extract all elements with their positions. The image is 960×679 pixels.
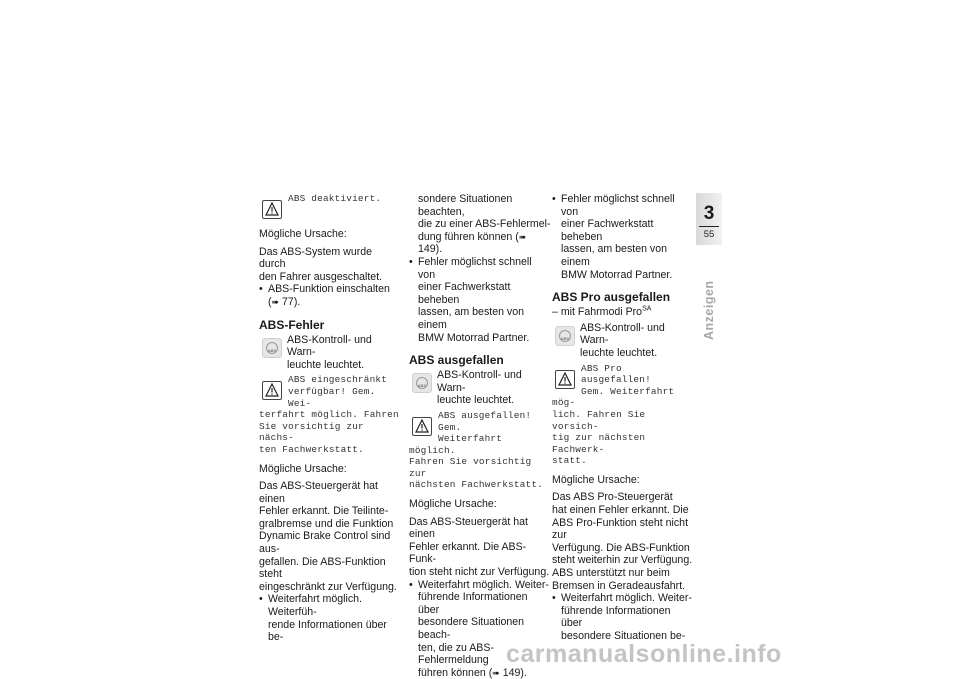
lamp-row: ABS ABS-Kontroll- und Warn- leuchte leuchtet.: [409, 369, 551, 407]
column-1: ABS deaktiviert. Mögliche Ursache: Das ABS-System wurde durch den Fahrer ausgeschaltet. • ABS-Funktion einschalten (➠ 77). ABS-Fehler ABS ABS-Kontroll- und Warn- leuchte leuchtet. ABS eingeschränkt verfügbar! Gem. Wei- terfahrt möglich. Fahren Sie vorsichtig zur nächs- ten Fachwerkstatt. Mögliche Ursache: Das ABS-Steuergerät hat einen Fehler erkannt. Die Teilinte- gralbremse und die Funktion Dynamic Brake Control sind aus- gefallen. Die ABS-Funktion steht eingeschränkt zur Verfügung. • Weiterfahrt möglich. Weiterfüh- rende Informationen über be-: [259, 193, 401, 644]
chapter-divider: [699, 226, 719, 227]
display-message: ABS deaktiviert.: [288, 193, 382, 204]
cause-text-line: Das ABS-System wurde durch: [259, 245, 373, 271]
page-reference-arrow-icon: ➠: [492, 667, 500, 678]
abs-warning-lamp-icon: ABS: [412, 373, 432, 393]
watermark: carmanualsonline.info: [506, 640, 782, 668]
heading-abs-pro-ausgefallen: ABS Pro ausgefallen: [552, 290, 671, 305]
warning-triangle-icon: [555, 370, 575, 389]
bullet-item: • ABS-Funktion einschalten: [259, 283, 401, 296]
cause-label: Mögliche Ursache:: [409, 498, 497, 511]
bullet-item: • Fehler möglichst schnell von: [409, 256, 551, 281]
lamp-row: ABS ABS-Kontroll- und Warn- leuchte leuchtet.: [552, 322, 694, 360]
page-reference-arrow-icon: ➠: [518, 231, 527, 242]
page-number: 55: [703, 229, 715, 240]
bullet-continuation: (➠ 77).: [268, 295, 301, 308]
warning-triangle-icon: [262, 381, 282, 400]
page-reference-arrow-icon: ➠: [271, 296, 280, 307]
section-label: Anzeigen: [702, 280, 716, 340]
abs-warning-lamp-icon: ABS: [555, 326, 575, 346]
bullet-item: • Weiterfahrt möglich. Weiter-: [409, 579, 551, 592]
heading-abs-fehler: ABS-Fehler: [259, 317, 325, 332]
warning-triangle-icon: [412, 417, 432, 436]
bullet-item: • Fehler möglichst schnell von: [552, 193, 694, 218]
chapter-number: 3: [703, 203, 715, 224]
abs-warning-lamp-icon: ABS: [262, 338, 282, 358]
column-3: • Fehler möglichst schnell von einer Fachwerkstatt beheben lassen, am besten von einem BMW Motorrad Partner. ABS Pro ausgefallen – mit Fahrmodi Pro$^{SA}$ ABS ABS-Kontroll- und Warn- leuchte leuchtet. ABS Pro ausgefallen! Gem. Weiterfahrt mög- lich. Fahren Sie vorsich- tig zur nächsten Fachwerk- statt. Mögliche Ursache: Das ABS Pro-Steuergerät hat einen Fehler erkannt. Die ABS Pro-Funktion steht nicht zur Verfügung. Die ABS-Funktion steht weiterhin zur Verfügung. ABS unterstützt nur beim Bremsen in Geradeausfahrt. • Weiterfahrt möglich. Weiter- führende Informationen über besondere Situationen be-: [552, 193, 694, 643]
heading-abs-ausgefallen: ABS ausgefallen: [409, 353, 504, 368]
message-abs-deaktiviert: [259, 193, 401, 221]
cause-label: Mögliche Ursache:: [259, 462, 347, 475]
bullet-item: • Weiterfahrt möglich. Weiterfüh-: [259, 593, 401, 618]
message-abs-pro-ausgefallen: ABS Pro ausgefallen! Gem. Weiterfahrt mög-: [552, 362, 675, 409]
message-abs-eingeschraenkt: ABS eingeschränkt verfügbar! Gem. Wei-: [259, 374, 401, 409]
column-2: sondere Situationen beachten, die zu einer ABS-Fehlermel- dung führen können (➠ 149). • Fehler möglichst schnell von einer Fachwerkstatt beheben lassen, am besten von einem BMW Motorrad Partner. ABS ausgefallen ABS ABS-Kontroll- und Warn- leuchte leuchtet. ABS ausgefallen! Gem. Weiterfahrt möglich. Fahren Sie vorsichtig zur nächsten Fachwerkstatt. Mögliche Ursache: Das ABS-Steuergerät hat einen Fehler erkannt. Die ABS-Funk- tion steht nicht zur Verfügung. • Weiterfahrt möglich. Weiter- führende Informationen über besondere Situationen beach- ten, die zu ABS-Fehlermeldung führen können (➠ 149).: [409, 193, 551, 679]
cause-label: Mögliche Ursache:: [552, 473, 640, 486]
message-abs-ausgefallen: ABS ausgefallen! Gem. Weiterfahrt möglich.: [409, 409, 532, 456]
warning-triangle-icon: [262, 200, 282, 219]
cause-label: Mögliche Ursache:: [259, 228, 347, 240]
variant-note: – mit Fahrmodi Pro$^{SA}$: [552, 305, 652, 319]
lamp-row: ABS ABS-Kontroll- und Warn- leuchte leuchtet.: [259, 334, 401, 372]
cause-text-line: den Fahrer ausgeschaltet.: [259, 270, 383, 283]
bullet-item: • Weiterfahrt möglich. Weiter-: [552, 592, 694, 605]
